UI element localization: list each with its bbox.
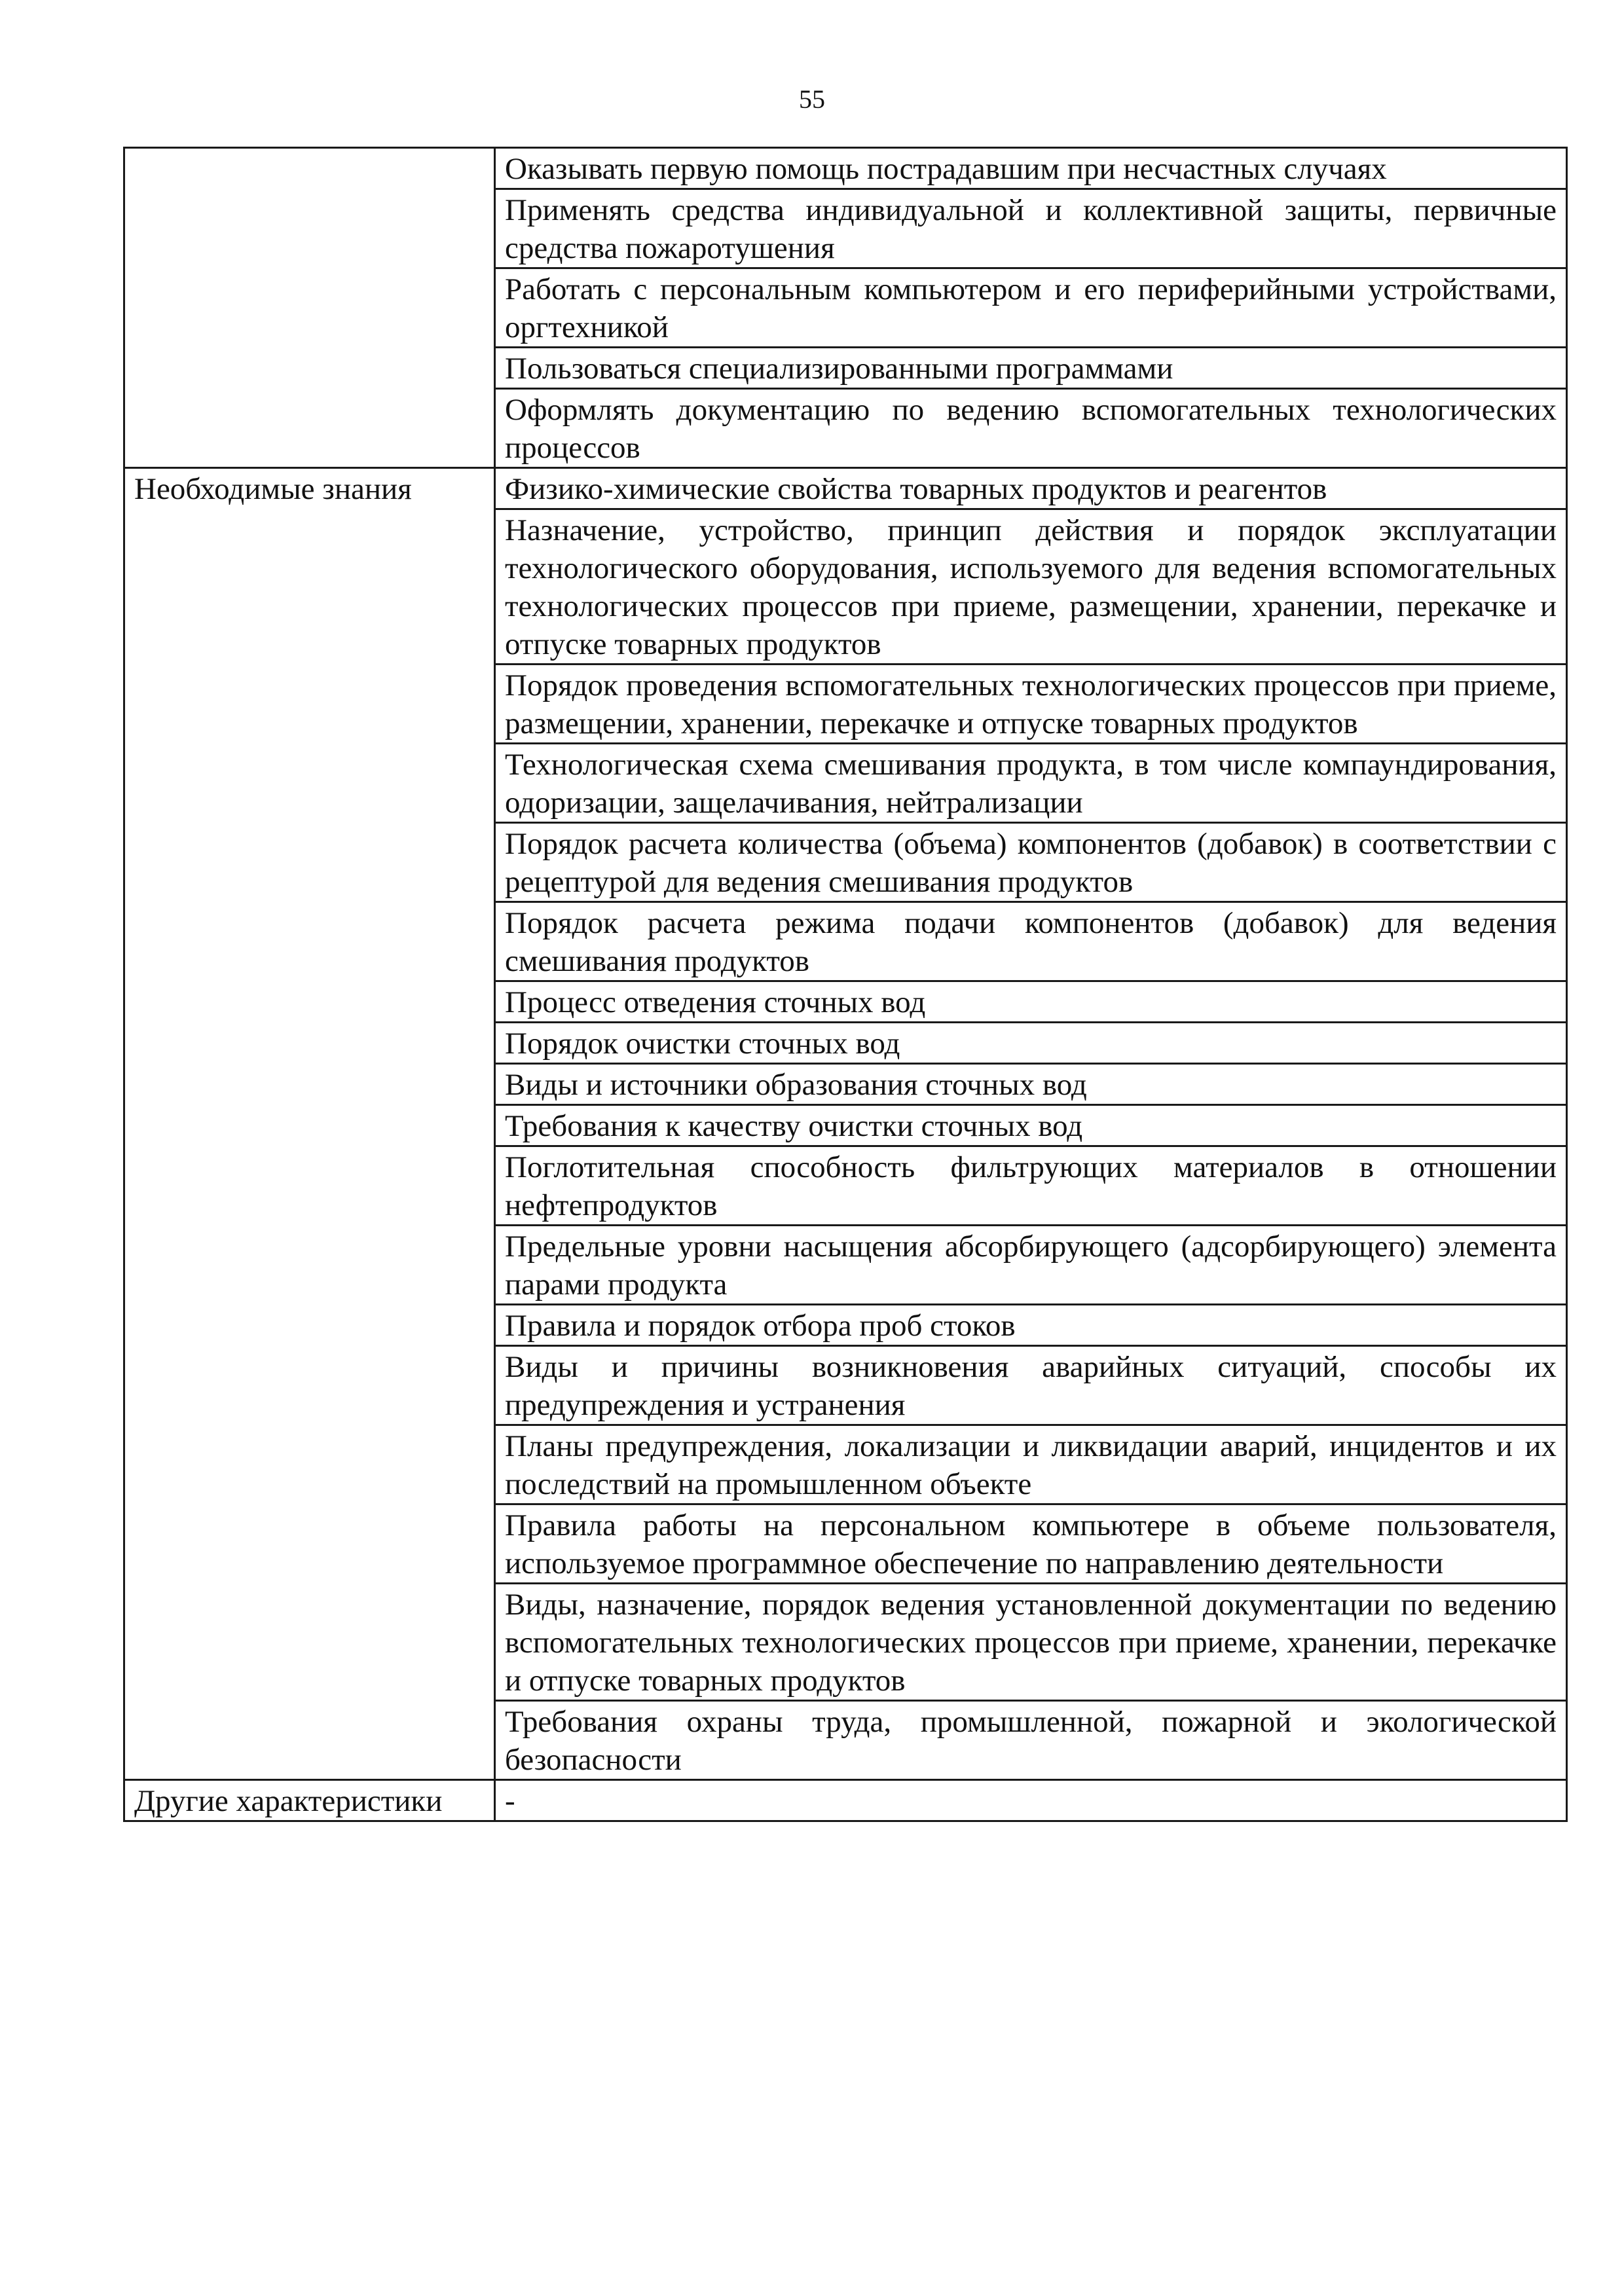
empty-label-cell bbox=[124, 389, 495, 468]
table-row bbox=[124, 468, 1567, 509]
empty-label-cell bbox=[124, 148, 495, 189]
skill-item: Применять средства индивидуальной и коллективной защиты, первичные средства пожаротушения bbox=[495, 189, 1567, 268]
empty-label-cell bbox=[124, 268, 495, 348]
knowledge-item: Требования охраны труда, промышленной, пожарной и экологической безопасности bbox=[495, 1701, 1567, 1780]
knowledge-label: Необходимые знания bbox=[124, 468, 495, 1780]
other-characteristics-label: Другие характеристики bbox=[124, 1780, 495, 1821]
knowledge-item: Процесс отведения сточных вод bbox=[495, 981, 1567, 1023]
knowledge-item: Виды, назначение, порядок ведения установленной документации по ведению вспомогательных технологических процессов при приеме, хранении, перекачке и отпуске товарных продуктов bbox=[495, 1584, 1567, 1701]
table-row bbox=[124, 189, 1567, 268]
knowledge-item: Виды и причины возникновения аварийных ситуаций, способы их предупреждения и устранения bbox=[495, 1346, 1567, 1425]
table-row bbox=[124, 148, 1567, 189]
table-row bbox=[124, 348, 1567, 389]
table-row bbox=[124, 268, 1567, 348]
table-row bbox=[124, 389, 1567, 468]
knowledge-item: Виды и источники образования сточных вод bbox=[495, 1064, 1567, 1105]
empty-label-cell bbox=[124, 348, 495, 389]
knowledge-item: Поглотительная способность фильтрующих материалов в отношении нефтепродуктов bbox=[495, 1146, 1567, 1226]
skill-item: Оформлять документацию по ведению вспомогательных технологических процессов bbox=[495, 389, 1567, 468]
knowledge-item: Порядок очистки сточных вод bbox=[495, 1023, 1567, 1064]
knowledge-item: Предельные уровни насыщения абсорбирующего (адсорбирующего) элемента парами продукта bbox=[495, 1226, 1567, 1305]
page-number: 55 bbox=[799, 84, 825, 114]
knowledge-item: Технологическая схема смешивания продукта, в том числе компаундирования, одоризации, защелачивания, нейтрализации bbox=[495, 744, 1567, 823]
skill-item: Оказывать первую помощь пострадавшим при несчастных случаях bbox=[495, 148, 1567, 189]
knowledge-item: Порядок проведения вспомогательных технологических процессов при приеме, размещении, хранении, перекачке и отпуске товарных продуктов bbox=[495, 665, 1567, 744]
knowledge-item: Физико-химические свойства товарных продуктов и реагентов bbox=[495, 468, 1567, 509]
knowledge-item: Назначение, устройство, принцип действия и порядок эксплуатации технологического оборудования, используемого для ведения вспомогательных технологических процессов при приеме, размещении, хранении, перекачке и отпуске товарных продуктов bbox=[495, 509, 1567, 665]
skill-item: Работать с персональным компьютером и его периферийными устройствами, оргтехникой bbox=[495, 268, 1567, 348]
knowledge-item: Требования к качеству очистки сточных вод bbox=[495, 1105, 1567, 1146]
table-row bbox=[124, 1780, 1567, 1821]
knowledge-item: Планы предупреждения, локализации и ликвидации аварий, инцидентов и их последствий на промышленном объекте bbox=[495, 1425, 1567, 1504]
empty-label-cell bbox=[124, 189, 495, 268]
knowledge-item: Порядок расчета количества (объема) компонентов (добавок) в соответствии с рецептурой для ведения смешивания продуктов bbox=[495, 823, 1567, 902]
other-characteristics-value: - bbox=[495, 1780, 1567, 1821]
qualification-table bbox=[123, 147, 1568, 1822]
knowledge-item: Правила работы на персональном компьютере в объеме пользователя, используемое программное обеспечение по направлению деятельности bbox=[495, 1504, 1567, 1584]
skill-item: Пользоваться специализированными программами bbox=[495, 348, 1567, 389]
knowledge-item: Порядок расчета режима подачи компонентов (добавок) для ведения смешивания продуктов bbox=[495, 902, 1567, 981]
knowledge-item: Правила и порядок отбора проб стоков bbox=[495, 1305, 1567, 1346]
